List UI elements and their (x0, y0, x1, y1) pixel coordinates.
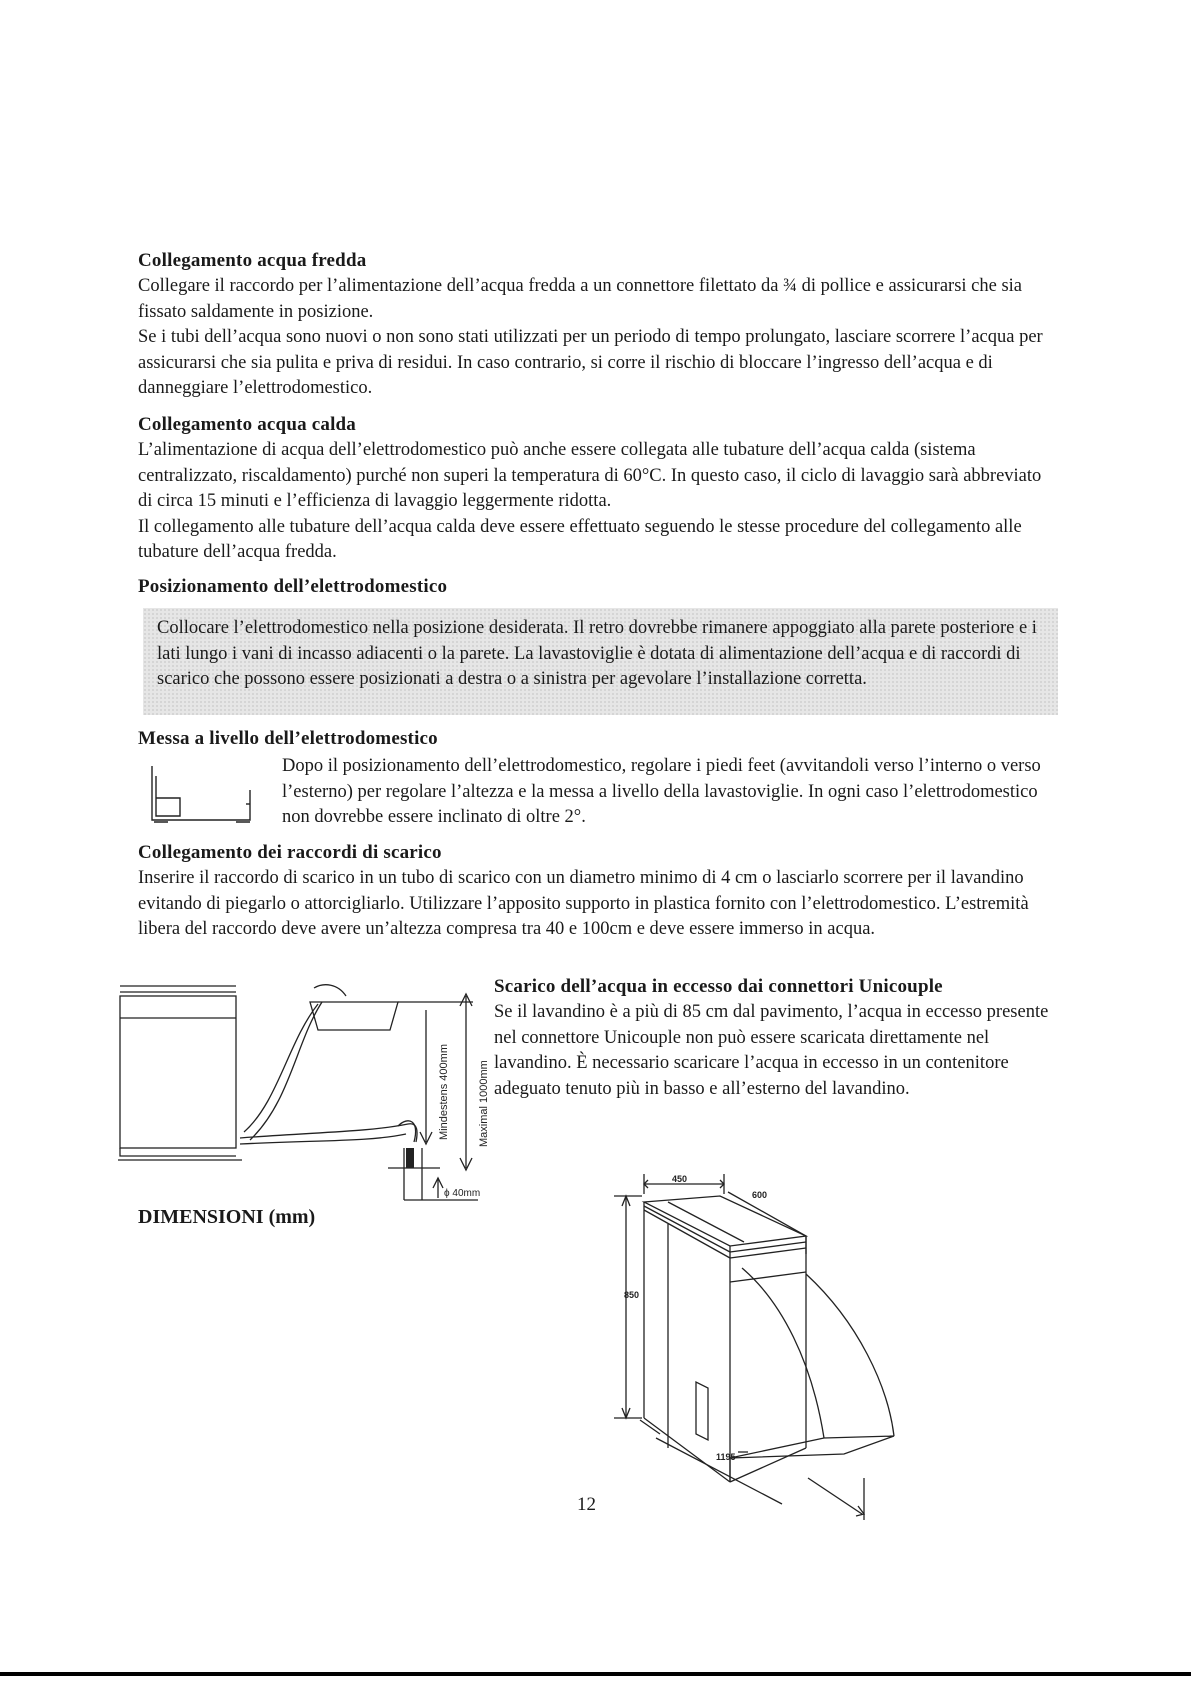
drain-min-label: Mindestens 400mm (438, 1044, 450, 1140)
cold-water-heading: Collegamento acqua fredda (138, 250, 367, 271)
dimensions-title: DIMENSIONI (mm) (138, 1206, 316, 1228)
bottom-rule (0, 1672, 1191, 1676)
section-hot-water (138, 414, 1058, 566)
leveling-icon (142, 758, 262, 830)
section-cold-water (138, 250, 1058, 402)
excess-water-text: Se il lavandino è a più di 85 cm dal pavimento, l’acqua in eccesso presente nel connettore Unicouple non può essere scaricata direttamente nel lavandino. È necessario scaricare l’acqua in eccesso in un contenitore adeguato tenuto più in basso e all’esterno del lavandino. (494, 1002, 1049, 1099)
hot-water-text-1: L’alimentazione di acqua dell’elettrodomestico può anche essere collegata alle tubature dell’acqua calda (sistema centralizzato, riscaldamento) purché non superi la temperatura di 60°C. In questo caso, il ciclo di lavaggio sarà abbreviato di circa 15 minuti e l’efficienza di lavaggio leggermente ridotta. (138, 440, 1042, 511)
drain-diameter-label: ϕ 40mm (444, 1188, 481, 1199)
cold-water-text-2: Se i tubi dell’acqua sono nuovi o non sono stati utilizzati per un periodo di tempo prolungato, lasciare scorrere l’acqua per assicurarsi che sia pulita e priva di residui. In caso contrario, si corre il rischio di bloccare l’ingresso dell’acqua e di danneggiare l’elettrodomestico. (138, 327, 1043, 398)
positioning-text: Collocare l’elettrodomestico nella posizione desiderata. Il retro dovrebbe rimanere appoggiato alla parete posteriore e i lati lungo i vani di incasso adiacenti o la parete. La lavastoviglie è dotata di alimentazione dell’acqua e di raccordi di scarico che possono essere posizionati a destra o a sinistra per agevolare l’installazione corretta. (157, 618, 1037, 689)
dimension-height-label: 850 (624, 1290, 640, 1300)
hot-water-heading: Collegamento acqua calda (138, 414, 357, 435)
hot-water-text-2: Il collegamento alle tubature dell’acqua calda deve essere effettuato seguendo le stesse procedure del collegamento alle tubature dell’acqua fredda. (138, 516, 1022, 562)
drain-max-label: Maximal 1000mm (478, 1060, 490, 1147)
section-positioning (138, 576, 1058, 600)
positioning-heading: Posizionamento dell’elettrodomestico (138, 576, 448, 597)
drain-text: Inserire il raccordo di scarico in un tubo di scarico con un diametro minimo di 4 cm o lasciarlo scorrere per il lavandino evitando di piegarlo o attorcigliarlo. Utilizzare l’apposito supporto in plastica fornito con l’elettrodomestico. L’estremità libera del raccordo deve avere un’altezza compresa tra 40 e 100cm e deve essere immerso in acqua. (138, 868, 1029, 939)
leveling-heading: Messa a livello dell’elettrodomestico (138, 728, 438, 749)
leveling-body (282, 754, 1062, 831)
dimension-depth-label: 600 (752, 1190, 768, 1200)
dimension-width-label: 450 (672, 1174, 688, 1184)
dimensions-diagram (612, 1172, 902, 1520)
section-leveling (138, 728, 1058, 752)
drain-heading: Collegamento dei raccordi di scarico (138, 842, 442, 863)
leveling-text: Dopo il posizionamento dell’elettrodomestico, regolare i piedi feet (avvitandoli verso l’interno o verso l’esterno) per regolare l’altezza e la messa a livello della lavastoviglie. In ogni caso l’elettrodomestico non dovrebbe essere inclinato di oltre 2°. (282, 756, 1041, 827)
positioning-note-box (143, 608, 1058, 715)
cold-water-text-1: Collegare il raccordo per l’alimentazione dell’acqua fredda a un connettore filettato da ¾ di pollice e assicurarsi che sia fissato saldamente in posizione. (138, 276, 1023, 322)
excess-water-heading: Scarico dell’acqua in eccesso dai connettori Unicouple (494, 976, 943, 997)
dimension-open-depth-label: 1195 (716, 1452, 736, 1462)
section-drain (138, 842, 1058, 943)
page-number: 12 (577, 1494, 596, 1515)
section-excess-water (494, 976, 1054, 1102)
drain-diagram (118, 982, 488, 1202)
